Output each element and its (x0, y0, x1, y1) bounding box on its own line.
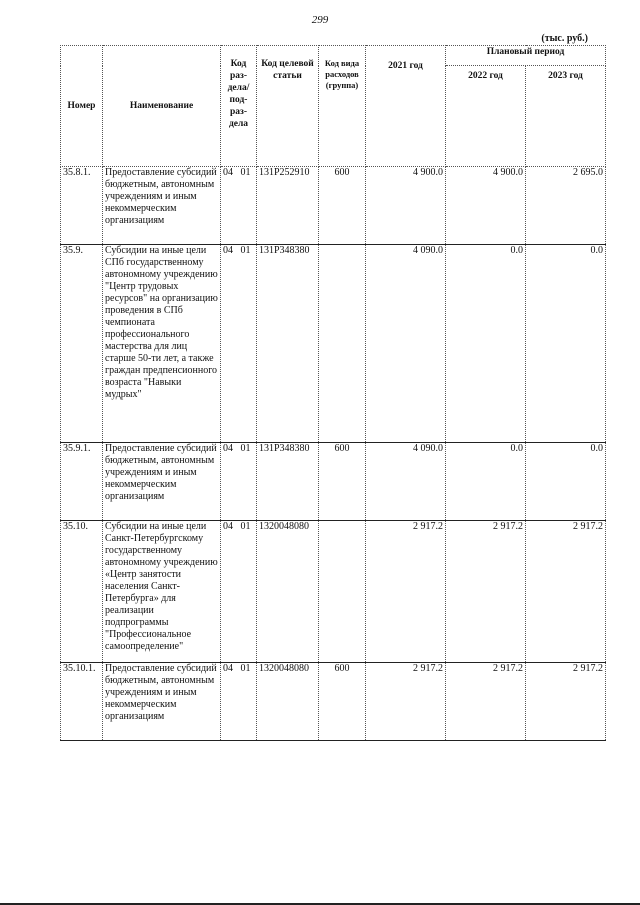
row-2021: 4 900.0 (366, 167, 446, 245)
row-2022: 4 900.0 (446, 167, 526, 245)
table-row (61, 663, 606, 741)
row-2022: 0.0 (446, 245, 526, 443)
header-expense: Код вида расходов (группа) (319, 46, 366, 167)
row-2021: 2 917.2 (366, 663, 446, 741)
row-number: 35.10. (61, 521, 103, 663)
row-2023: 2 917.2 (526, 663, 606, 741)
budget-table (60, 45, 606, 741)
header-2023: 2023 год (526, 66, 606, 167)
row-2022: 2 917.2 (446, 663, 526, 741)
row-2021: 2 917.2 (366, 521, 446, 663)
row-2023: 0.0 (526, 245, 606, 443)
row-2021: 4 090.0 (366, 245, 446, 443)
row-number: 35.9. (61, 245, 103, 443)
row-2022: 0.0 (446, 443, 526, 521)
header-section: Код раз- дела/ под- раз- дела (221, 46, 257, 167)
table-row (61, 167, 606, 245)
row-2023: 2 695.0 (526, 167, 606, 245)
row-section: 04 01 (221, 167, 257, 245)
row-expense: 600 (319, 443, 366, 521)
row-2023: 0.0 (526, 443, 606, 521)
header-name: Наименование (103, 46, 221, 167)
row-name: Субсидии на иные цели СПб государственному автономному учреждению "Центр трудовых ресурсов" на организацию проведения в СПб чемпионата профессионального мастерства для лиц старше 50-ти лет, а также граждан предпенсионного возраста "Навыки мудрых" (103, 245, 221, 443)
row-section: 04 01 (221, 443, 257, 521)
row-section: 04 01 (221, 521, 257, 663)
header-target: Код целевой статьи (257, 46, 319, 167)
header-2022: 2022 год (446, 66, 526, 167)
table-row (61, 443, 606, 521)
row-target: 1320048080 (257, 663, 319, 741)
row-expense: 600 (319, 663, 366, 741)
row-section: 04 01 (221, 245, 257, 443)
header-2021: 2021 год (366, 46, 446, 167)
row-section: 04 01 (221, 663, 257, 741)
row-name: Предоставление субсидий бюджетным, автономным учреждениям и иным некоммерческим организациям (103, 663, 221, 741)
row-2023: 2 917.2 (526, 521, 606, 663)
row-target: 131P348380 (257, 443, 319, 521)
page-number: 299 (311, 14, 329, 26)
row-number: 35.10.1. (61, 663, 103, 741)
row-2022: 2 917.2 (446, 521, 526, 663)
row-number: 35.8.1. (61, 167, 103, 245)
row-expense (319, 521, 366, 663)
row-target: 131P348380 (257, 245, 319, 443)
row-target: 1320048080 (257, 521, 319, 663)
table-row (61, 521, 606, 663)
row-expense: 600 (319, 167, 366, 245)
row-name: Предоставление субсидий бюджетным, автономным учреждениям и иным некоммерческим организациям (103, 443, 221, 521)
header-number: Номер (61, 46, 103, 167)
row-2021: 4 090.0 (366, 443, 446, 521)
row-name: Предоставление субсидий бюджетным, автономным учреждениям и иным некоммерческим организациям (103, 167, 221, 245)
row-number: 35.9.1. (61, 443, 103, 521)
header-plan: Плановый период (446, 46, 606, 66)
row-expense (319, 245, 366, 443)
row-name: Субсидии на иные цели Санкт-Петербургскому государственному автономному учреждению «Центр занятости населения Санкт-Петербурга» для реализации подпрограммы "Профессиональное самоопределение" (103, 521, 221, 663)
units-label: (тыс. руб.) (541, 33, 588, 44)
table-row (61, 245, 606, 443)
row-target: 131P252910 (257, 167, 319, 245)
